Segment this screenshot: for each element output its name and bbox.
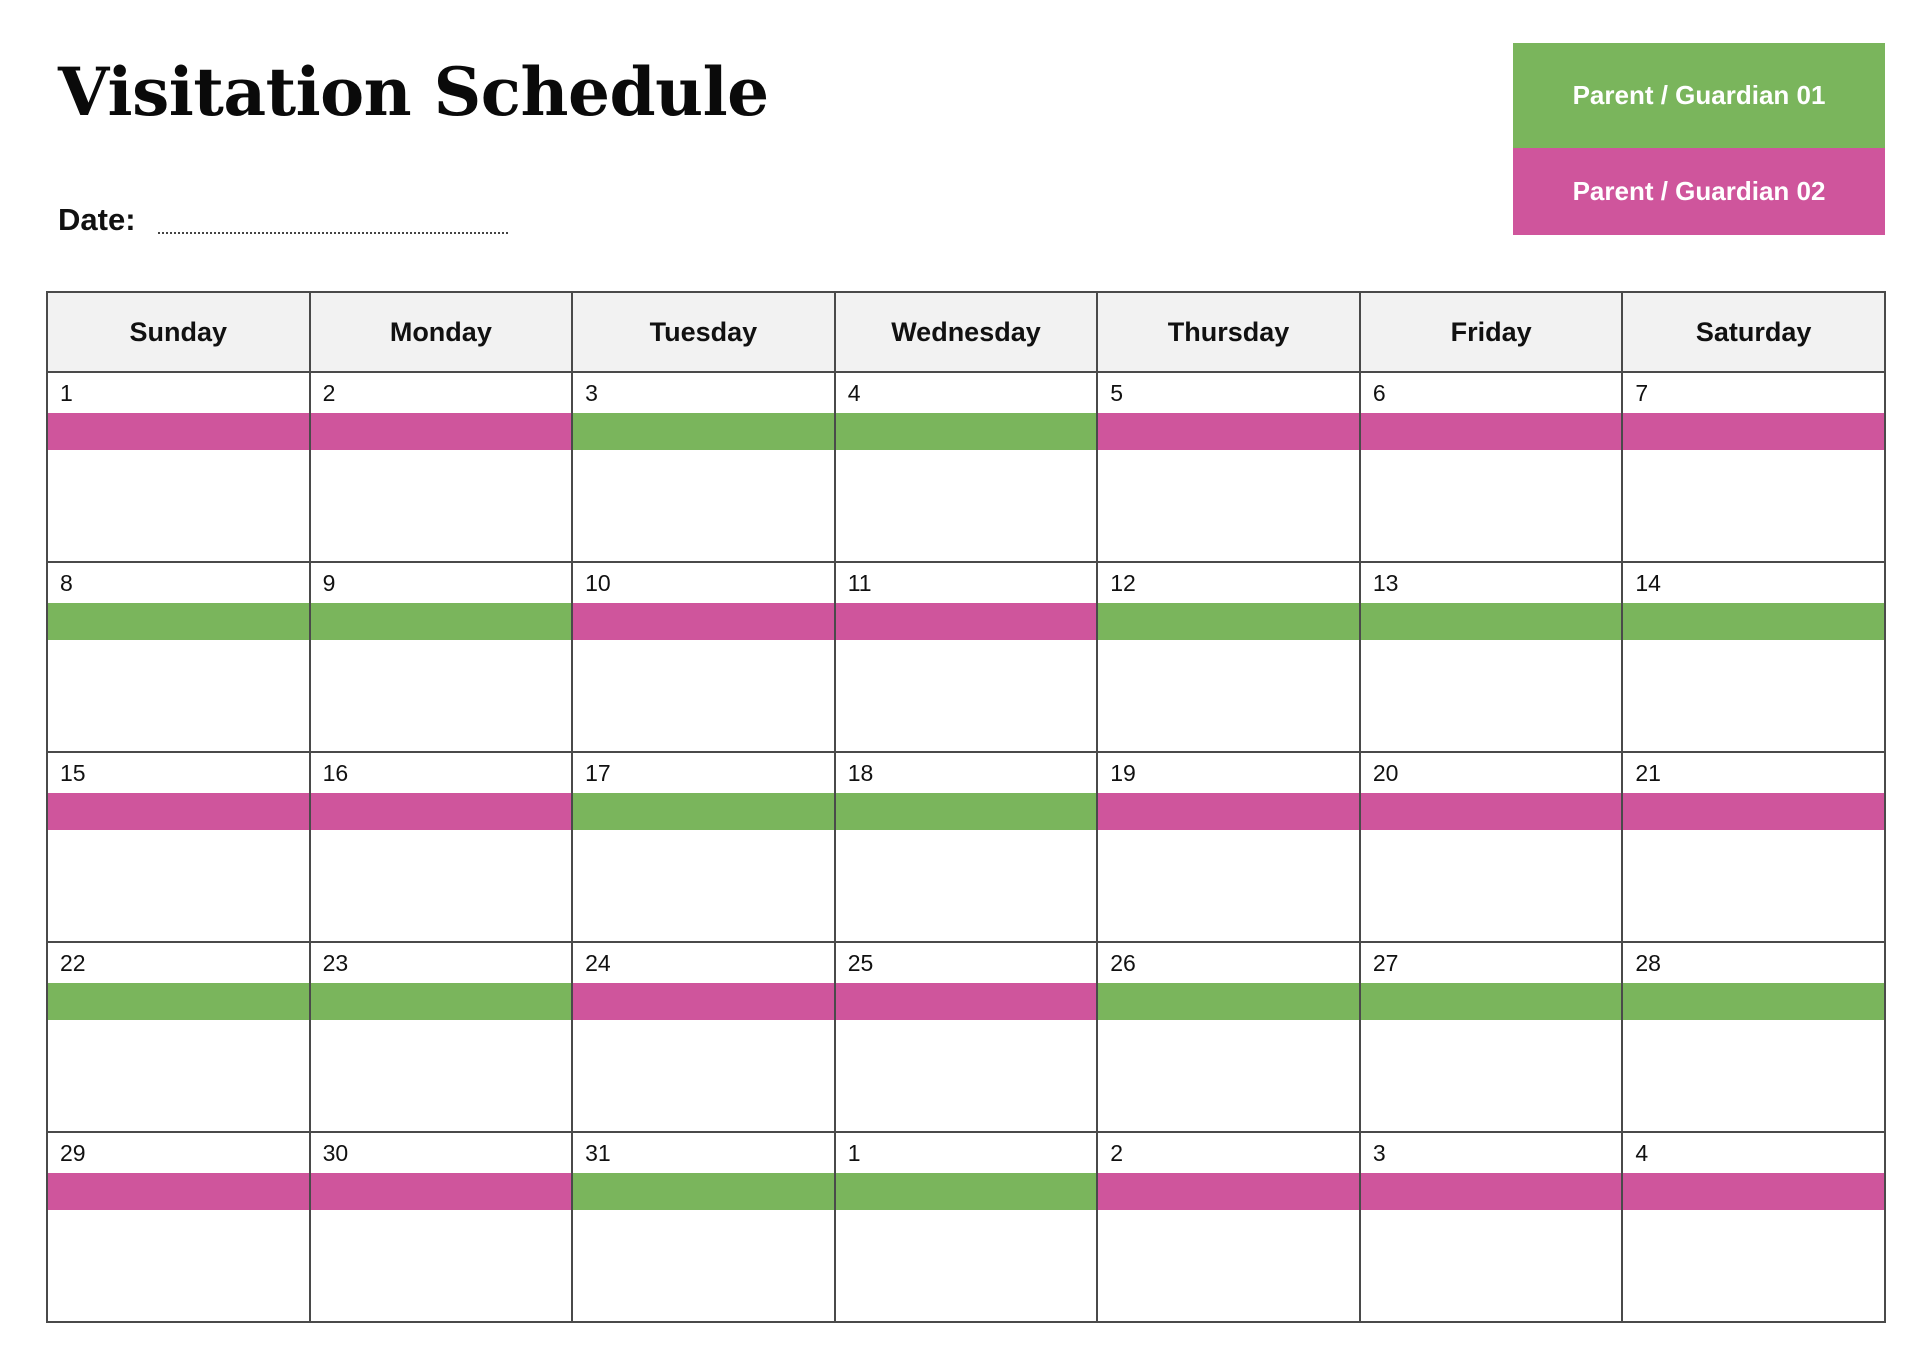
day-number: 19 (1110, 760, 1136, 786)
guardian-bar (311, 793, 572, 830)
guardian-bar (1098, 603, 1359, 640)
weekday-header-saturday: Saturday (1622, 292, 1885, 372)
day-cell[interactable] (310, 372, 573, 562)
legend-guardian-02: Parent / Guardian 02 (1513, 148, 1885, 235)
day-number: 14 (1635, 570, 1661, 596)
day-number: 3 (1372, 1140, 1386, 1166)
day-cell[interactable] (835, 752, 1098, 942)
guardian-bar (836, 983, 1097, 1020)
guardian-bar (1361, 793, 1622, 830)
day-number: 16 (322, 760, 349, 786)
day-number: 11 (847, 570, 872, 596)
guardian-bar (48, 1173, 309, 1210)
day-number: 23 (322, 950, 349, 976)
day-cell[interactable] (835, 562, 1098, 752)
day-cell[interactable] (1622, 1132, 1885, 1322)
guardian-bar (48, 983, 309, 1020)
week-row (47, 942, 1885, 1132)
calendar-grid (46, 291, 1886, 1323)
day-cell[interactable] (1360, 752, 1623, 942)
day-cell[interactable] (47, 562, 310, 752)
day-cell[interactable] (1360, 1132, 1623, 1322)
day-cell[interactable] (835, 942, 1098, 1132)
guardian-bar (573, 413, 834, 450)
day-number: 3 (585, 380, 598, 406)
guardian-bar (1098, 1173, 1359, 1210)
calendar-body (47, 372, 1885, 1322)
day-cell[interactable] (1360, 562, 1623, 752)
guardian-bar (311, 983, 572, 1020)
day-cell[interactable] (1360, 372, 1623, 562)
day-cell[interactable] (1622, 372, 1885, 562)
day-cell[interactable] (310, 562, 573, 752)
legend (1513, 43, 1885, 235)
day-number: 1 (60, 380, 73, 406)
legend-guardian-01: Parent / Guardian 01 (1513, 43, 1885, 148)
day-number: 2 (322, 380, 336, 406)
day-cell[interactable] (1097, 372, 1360, 562)
day-number: 21 (1635, 760, 1661, 786)
guardian-bar (1623, 793, 1884, 830)
day-number: 15 (60, 760, 86, 786)
weekday-header-friday: Friday (1360, 292, 1623, 372)
guardian-bar (1623, 603, 1884, 640)
day-number: 5 (1110, 380, 1124, 406)
week-row (47, 1132, 1885, 1322)
day-number: 9 (322, 570, 336, 596)
day-number: 27 (1372, 950, 1399, 976)
week-row (47, 752, 1885, 942)
day-number: 8 (60, 570, 73, 596)
guardian-bar (1361, 603, 1622, 640)
guardian-bar (1098, 793, 1359, 830)
guardian-bar (1361, 413, 1622, 450)
day-number: 7 (1635, 380, 1649, 406)
weekday-header-sunday: Sunday (47, 292, 310, 372)
day-number: 18 (847, 760, 874, 786)
day-number: 31 (585, 1140, 611, 1166)
guardian-bar (1098, 983, 1359, 1020)
weekday-header-thursday: Thursday (1097, 292, 1360, 372)
day-cell[interactable] (47, 942, 310, 1132)
guardian-bar (836, 413, 1097, 450)
day-cell[interactable] (1622, 562, 1885, 752)
guardian-bar (573, 983, 834, 1020)
day-cell[interactable] (572, 752, 835, 942)
day-number: 4 (1635, 1140, 1649, 1166)
guardian-bar (573, 603, 834, 640)
guardian-bar (48, 413, 309, 450)
guardian-bar (48, 793, 309, 830)
day-cell[interactable] (1622, 752, 1885, 942)
day-cell[interactable] (1097, 752, 1360, 942)
guardian-bar (573, 793, 834, 830)
day-cell[interactable] (572, 562, 835, 752)
day-cell[interactable] (47, 1132, 310, 1322)
week-row (47, 372, 1885, 562)
guardian-bar (836, 1173, 1097, 1210)
weekday-header-monday: Monday (310, 292, 573, 372)
day-number: 1 (847, 1140, 861, 1166)
day-cell[interactable] (1622, 942, 1885, 1132)
guardian-bar (311, 413, 572, 450)
day-cell[interactable] (310, 942, 573, 1132)
guardian-bar (836, 793, 1097, 830)
day-cell[interactable] (1097, 1132, 1360, 1322)
guardian-bar (48, 603, 309, 640)
day-number: 30 (322, 1140, 349, 1166)
guardian-bar (573, 1173, 834, 1210)
day-cell[interactable] (572, 372, 835, 562)
day-number: 25 (847, 950, 874, 976)
day-number: 29 (60, 1140, 86, 1166)
guardian-bar (836, 603, 1097, 640)
guardian-bar (1623, 413, 1884, 450)
day-number: 26 (1110, 950, 1136, 976)
date-field-line[interactable] (158, 232, 508, 234)
guardian-bar (1361, 983, 1622, 1020)
guardian-bar (1623, 983, 1884, 1020)
day-number: 2 (1110, 1140, 1124, 1166)
guardian-bar (1361, 1173, 1622, 1210)
day-cell[interactable] (47, 372, 310, 562)
day-cell[interactable] (310, 1132, 573, 1322)
day-cell[interactable] (1360, 942, 1623, 1132)
week-row (47, 562, 1885, 752)
weekday-header-wednesday: Wednesday (835, 292, 1098, 372)
weekday-header-row (47, 292, 1885, 372)
guardian-bar (311, 1173, 572, 1210)
day-number: 28 (1635, 950, 1661, 976)
date-row (58, 196, 508, 240)
day-cell[interactable] (47, 752, 310, 942)
day-number: 20 (1372, 760, 1399, 786)
day-cell[interactable] (835, 372, 1098, 562)
day-cell[interactable] (835, 1132, 1098, 1322)
day-number: 22 (60, 950, 86, 976)
day-number: 24 (585, 950, 611, 976)
page-title: Visitation Schedule (58, 53, 769, 131)
date-label: Date: (58, 202, 136, 237)
day-number: 6 (1372, 380, 1386, 406)
day-cell[interactable] (1097, 562, 1360, 752)
day-number: 17 (585, 760, 611, 786)
day-cell[interactable] (1097, 942, 1360, 1132)
guardian-bar (311, 603, 572, 640)
guardian-bar (1623, 1173, 1884, 1210)
day-number: 10 (585, 570, 611, 596)
day-number: 4 (847, 380, 861, 406)
day-cell[interactable] (572, 1132, 835, 1322)
day-number: 13 (1372, 570, 1399, 596)
guardian-bar (1098, 413, 1359, 450)
day-number: 12 (1110, 570, 1136, 596)
weekday-header-tuesday: Tuesday (572, 292, 835, 372)
day-cell[interactable] (310, 752, 573, 942)
day-cell[interactable] (572, 942, 835, 1132)
